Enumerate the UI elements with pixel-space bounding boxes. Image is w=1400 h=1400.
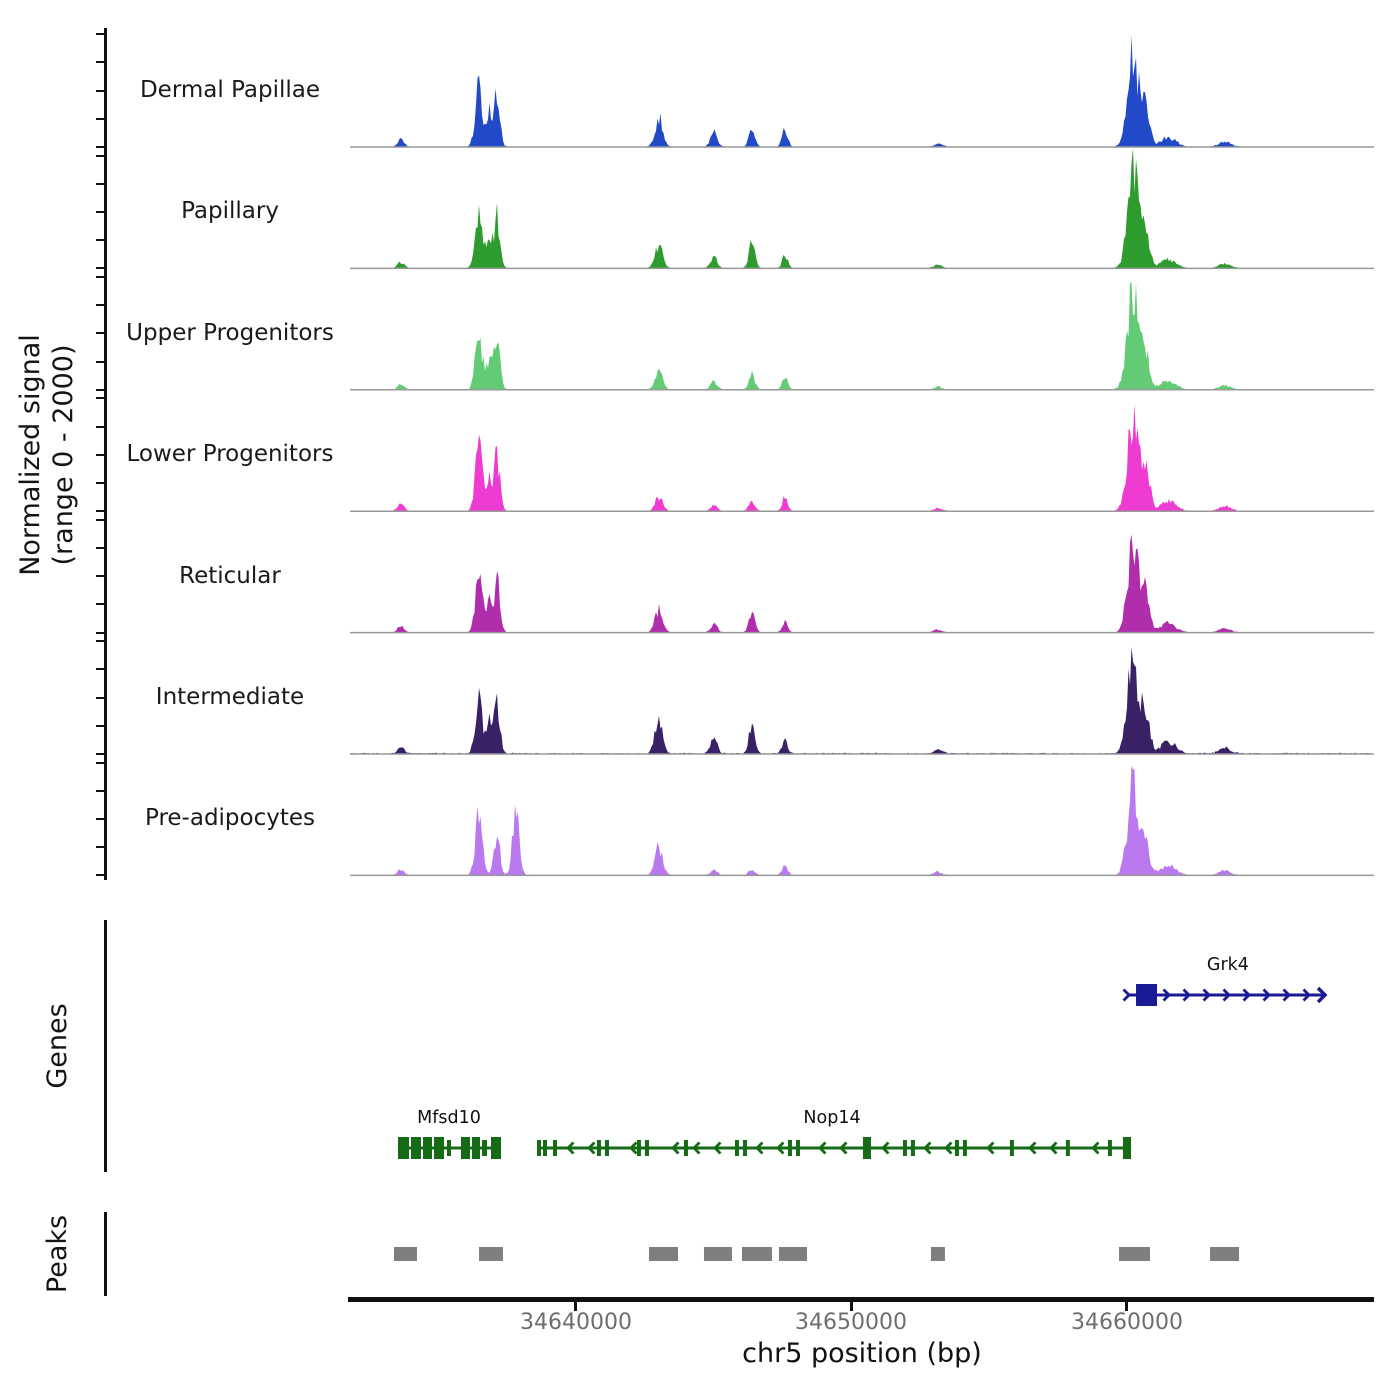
gene-exon	[911, 1140, 915, 1156]
gene-exon	[537, 1140, 541, 1156]
gene-exon	[491, 1137, 501, 1159]
y-axis-tick	[96, 118, 104, 120]
track-label: Dermal Papillae	[139, 77, 321, 103]
signal-y-axis-label	[7, 175, 87, 735]
genes-bracket-line	[104, 920, 107, 1172]
y-axis-tick	[96, 389, 104, 391]
gene-label: Grk4	[1206, 955, 1249, 975]
peak-regions-plot	[350, 1240, 1374, 1266]
y-axis-tick	[96, 668, 104, 670]
y-axis-tick	[96, 276, 104, 278]
gene-exon	[605, 1140, 609, 1156]
y-axis-tick	[96, 753, 104, 755]
track-signal-area	[350, 647, 1372, 754]
gene-exon	[735, 1140, 739, 1156]
gene-exon	[434, 1137, 444, 1159]
gene-exon	[597, 1140, 601, 1156]
y-axis-tick	[96, 640, 104, 642]
peak-region	[742, 1247, 772, 1261]
gene-label: Nop14	[803, 1108, 861, 1128]
peaks-label-text: Peaks	[41, 1214, 73, 1294]
signal-y-axis-label-line2: (range 0 - 2000)	[48, 344, 79, 566]
peak-region	[479, 1247, 503, 1261]
track-signal-area	[350, 148, 1372, 268]
gene-exon	[743, 1140, 747, 1156]
gene-exon	[1108, 1140, 1112, 1156]
track-signal-area	[350, 404, 1372, 511]
gene-exon	[461, 1137, 470, 1159]
genes-section-label	[40, 946, 74, 1146]
peak-region	[394, 1247, 417, 1261]
y-axis-tick	[96, 762, 104, 764]
x-axis-line	[348, 1297, 1374, 1302]
gene-exon	[472, 1137, 480, 1159]
x-axis-tick-label: 34650000	[795, 1310, 907, 1335]
y-axis-tick	[96, 183, 104, 185]
y-axis-tick	[96, 146, 104, 148]
gene-exon	[955, 1140, 959, 1156]
gene-exon	[411, 1137, 421, 1159]
y-axis-tick	[96, 790, 104, 792]
peaks-section-label	[40, 1154, 74, 1354]
y-axis-tick	[96, 267, 104, 269]
track-signal-area	[350, 282, 1372, 390]
y-axis-tick	[96, 361, 104, 363]
genes-plot	[350, 930, 1374, 1180]
peak-region	[704, 1247, 732, 1261]
genes-label-text: Genes	[41, 1003, 73, 1089]
x-axis-tick-label: 34640000	[520, 1310, 632, 1335]
peak-region	[1210, 1247, 1239, 1261]
gene-exon	[684, 1140, 688, 1156]
gene-label: Mfsd10	[417, 1108, 481, 1128]
y-axis-tick	[96, 874, 104, 876]
y-axis-tick	[96, 155, 104, 157]
gene-exon	[788, 1140, 792, 1156]
y-axis-tick	[96, 239, 104, 241]
gene-exon	[543, 1140, 547, 1156]
track-signal-area	[350, 766, 1372, 876]
y-axis-tick	[96, 426, 104, 428]
track-label: Reticular	[179, 562, 281, 589]
gene-exon	[963, 1140, 967, 1156]
gene-exon	[863, 1137, 871, 1159]
gene-exon	[796, 1140, 800, 1156]
y-axis-tick	[96, 846, 104, 848]
gene-strand-chevron	[1124, 990, 1130, 1001]
y-axis-tick	[96, 510, 104, 512]
peak-region	[931, 1247, 945, 1261]
peak-region	[649, 1247, 678, 1261]
peak-region	[779, 1247, 807, 1261]
peaks-bracket-line	[104, 1212, 107, 1296]
y-axis-tick	[96, 397, 104, 399]
gene-exon	[637, 1140, 641, 1156]
x-axis-tick-label: 34660000	[1071, 1310, 1183, 1335]
track-signal-area	[350, 35, 1372, 147]
gene-exon	[482, 1140, 487, 1156]
track-label: Papillary	[181, 198, 279, 225]
gene-exon	[1123, 1137, 1131, 1159]
y-axis-tick	[96, 304, 104, 306]
y-axis-tick	[96, 547, 104, 549]
peak-region	[1119, 1247, 1150, 1261]
y-axis-tick	[96, 725, 104, 727]
gene-exon	[398, 1137, 409, 1159]
gene-exon	[1066, 1140, 1070, 1156]
gene-exon	[1010, 1140, 1014, 1156]
gene-exon	[553, 1140, 557, 1156]
signal-tracks-plot	[350, 25, 1374, 883]
x-axis-title: chr5 position (bp)	[742, 1338, 982, 1369]
y-axis-tick	[96, 632, 104, 634]
gene-exon	[645, 1140, 649, 1156]
gene-exon	[1136, 984, 1157, 1006]
track-label: Upper Progenitors	[126, 319, 334, 346]
y-axis-tick	[96, 603, 104, 605]
track-label: Intermediate	[155, 684, 305, 710]
gene-exon	[423, 1137, 432, 1159]
track-label: Lower Progenitors	[126, 441, 334, 468]
y-axis-tick	[96, 61, 104, 63]
signal-y-axis-label-line1: Normalized signal	[15, 334, 46, 576]
gene-exon	[447, 1140, 451, 1156]
gene-exon	[903, 1140, 907, 1156]
track-signal-area	[350, 534, 1372, 632]
y-axis-tick	[96, 33, 104, 35]
track-label: Pre-adipocytes	[144, 805, 316, 832]
y-axis-tick	[96, 519, 104, 521]
y-axis-tick	[96, 482, 104, 484]
